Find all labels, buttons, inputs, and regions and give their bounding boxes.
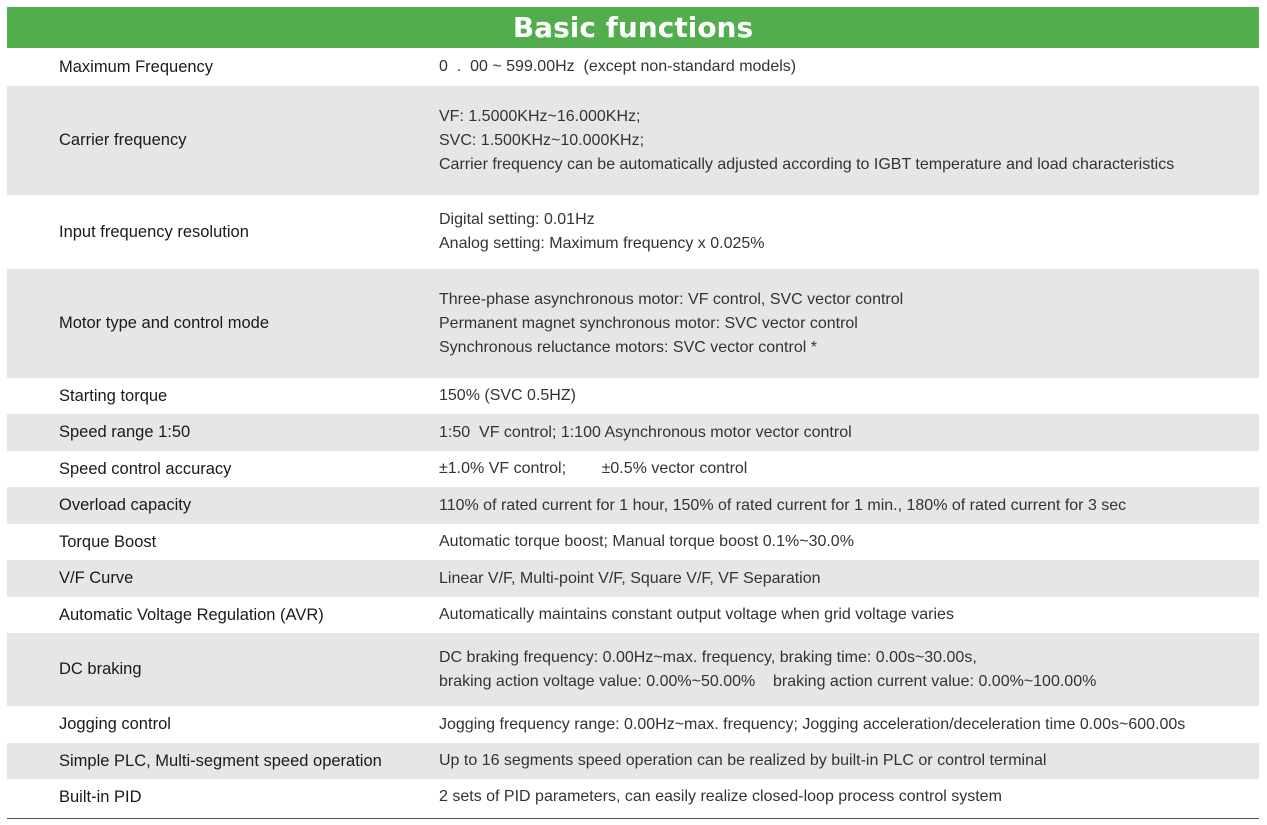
row-value	[439, 421, 1259, 445]
row-value	[439, 494, 1259, 518]
row-label: Motor type and control mode	[59, 314, 270, 332]
table-row	[7, 378, 1259, 414]
table-row	[7, 597, 1259, 633]
row-label: Carrier frequency	[59, 131, 187, 149]
bottom-divider	[7, 818, 1259, 819]
value-line: Automatic torque boost; Manual torque boost 0.1%~30.0%	[439, 533, 854, 550]
row-value	[439, 713, 1259, 737]
row-value	[439, 55, 1259, 79]
value-line: Permanent magnet synchronous motor: SVC vector control	[439, 314, 858, 332]
table-row	[7, 743, 1259, 779]
row-label: Torque Boost	[59, 532, 157, 551]
table-row	[7, 269, 1259, 378]
row-value	[439, 457, 1259, 481]
row-value	[439, 749, 1259, 773]
value-line: 1:50 VF control; 1:100 Asynchronous motor vector control	[439, 423, 852, 441]
table-row	[7, 779, 1259, 815]
row-label: Input frequency resolution	[59, 222, 249, 241]
value-line: 2 sets of PID parameters, can easily realize closed-loop process control system	[439, 788, 1002, 805]
value-line: Three-phase asynchronous motor: VF control, SVC vector control	[439, 290, 904, 308]
value-line: Jogging frequency range: 0.00Hz~max. frequency; Jogging acceleration/deceleration time 0.00s~600.00s	[439, 715, 1186, 733]
row-value	[439, 384, 1259, 408]
value-line: Digital setting: 0.01Hz	[439, 211, 595, 228]
value-line: SVC: 1.500KHz~10.000KHz;	[439, 131, 645, 149]
row-label: Simple PLC, Multi-segment speed operation	[59, 751, 382, 770]
row-value	[439, 288, 1259, 360]
value-line: 150% (SVC 0.5HZ)	[439, 387, 576, 404]
table-row	[7, 414, 1259, 451]
row-value	[439, 208, 1259, 256]
row-label: Overload capacity	[59, 496, 192, 514]
value-line: Automatically maintains constant output voltage when grid voltage varies	[439, 606, 954, 623]
table-row	[7, 560, 1259, 597]
value-line: VF: 1.5000KHz~16.000KHz;	[439, 107, 641, 125]
table-row	[7, 195, 1259, 269]
section-title: Basic functions	[7, 7, 1259, 48]
table-row	[7, 48, 1259, 86]
table-row	[7, 86, 1259, 195]
row-label: Automatic Voltage Regulation (AVR)	[59, 605, 324, 624]
row-label: Jogging control	[59, 715, 171, 733]
value-line: ±1.0% VF control; ±0.5% vector control	[439, 460, 748, 477]
row-label: DC braking	[59, 660, 142, 678]
value-line: Up to 16 segments speed operation can be realized by built-in PLC or control terminal	[439, 752, 1047, 769]
value-line: braking action voltage value: 0.00%~50.00% braking action current value: 0.00%~100.00%	[439, 672, 1097, 690]
table-row	[7, 633, 1259, 706]
table-row	[7, 487, 1259, 524]
value-line: Carrier frequency can be automatically adjusted according to IGBT temperature and load characteristics	[439, 155, 1175, 173]
row-value	[439, 530, 1259, 554]
row-label: V/F Curve	[59, 569, 134, 587]
row-value	[439, 785, 1259, 809]
value-line: Analog setting: Maximum frequency x 0.025%	[439, 235, 765, 252]
table-row	[7, 524, 1259, 560]
value-line: Linear V/F, Multi-point V/F, Square V/F, VF Separation	[439, 569, 821, 587]
value-line: Synchronous reluctance motors: SVC vector control *	[439, 338, 817, 356]
row-label: Speed range 1:50	[59, 423, 191, 441]
row-label: Built-in PID	[59, 787, 142, 806]
value-line: 110% of rated current for 1 hour, 150% of rated current for 1 min., 180% of rated current for 3 sec	[439, 496, 1127, 514]
row-value	[439, 105, 1259, 177]
row-value	[439, 646, 1259, 694]
table-row	[7, 451, 1259, 487]
row-label: Speed control accuracy	[59, 459, 232, 478]
table-row	[7, 706, 1259, 743]
spec-table	[7, 48, 1259, 815]
row-value	[439, 603, 1259, 627]
row-label: Starting torque	[59, 386, 168, 405]
value-line: DC braking frequency: 0.00Hz~max. frequency, braking time: 0.00s~30.00s,	[439, 648, 977, 666]
value-line: 0 . 00 ~ 599.00Hz (except non-standard models)	[439, 58, 797, 75]
row-value	[439, 567, 1259, 591]
row-label: Maximum Frequency	[59, 57, 214, 76]
